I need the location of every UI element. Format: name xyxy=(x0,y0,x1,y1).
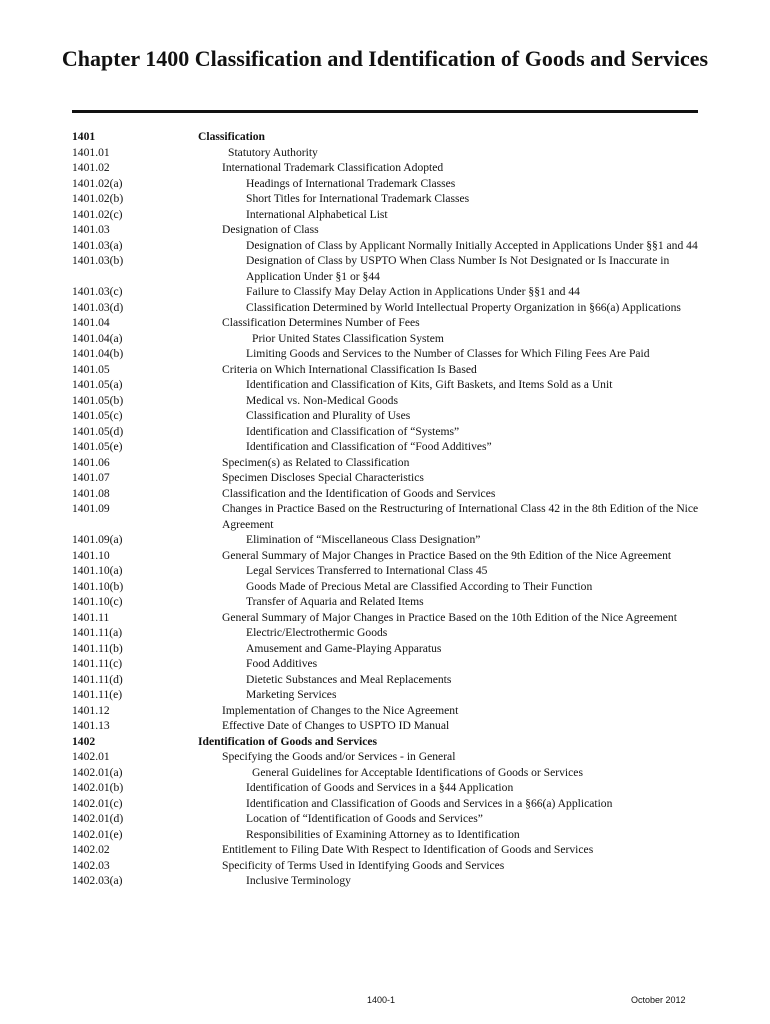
toc-row xyxy=(72,129,702,145)
section-title: Failure to Classify May Delay Action in Applications Under §§1 and 44 xyxy=(246,285,580,298)
section-number: 1401.11(c) xyxy=(72,657,123,670)
toc-row xyxy=(72,842,702,858)
section-title: Prior United States Classification System xyxy=(252,331,444,345)
toc-row xyxy=(72,796,702,812)
toc-row xyxy=(72,439,702,455)
section-number: 1401.03(a) xyxy=(72,238,123,252)
section-title: Elimination of “Miscellaneous Class Designation” xyxy=(246,533,481,546)
toc-row xyxy=(72,811,702,827)
toc-row xyxy=(72,455,702,471)
section-number: 1401.11 xyxy=(72,610,110,624)
toc-row xyxy=(72,315,702,331)
section-title: Designation of Class xyxy=(222,223,319,236)
section-title: Legal Services Transferred to International Class 45 xyxy=(246,564,488,577)
section-title: Classification and the Identification of Goods and Services xyxy=(222,486,496,500)
toc-row xyxy=(72,300,702,316)
section-title: Classification and Plurality of Uses xyxy=(246,409,411,422)
toc-row xyxy=(72,641,702,657)
section-number: 1402.02 xyxy=(72,843,110,856)
section-number: 1401.11(a) xyxy=(72,626,123,639)
section-number: 1401.07 xyxy=(72,471,110,484)
section-number: 1401.03(d) xyxy=(72,300,124,314)
section-title: Electric/Electrothermic Goods xyxy=(246,626,388,639)
section-title: Changes in Practice Based on the Restructuring of International Class 42 in the 8th Edition of the Nice Agreement xyxy=(222,502,699,531)
toc-row xyxy=(72,346,702,362)
section-number: 1401.01 xyxy=(72,145,110,159)
edition-date: October 2012 xyxy=(631,995,686,1005)
section-title: Designation of Class by USPTO When Class Number Is Not Designated or Is Inaccurate in Application Under §1 or §44 xyxy=(246,254,670,283)
toc-row xyxy=(72,424,702,440)
section-title: Identification and Classification of Kits, Gift Baskets, and Items Sold as a Unit xyxy=(246,378,613,391)
table-of-contents xyxy=(72,129,702,889)
section-number: 1402.01(b) xyxy=(72,781,124,794)
section-title: Specificity of Terms Used in Identifying Goods and Services xyxy=(222,858,505,872)
section-number: 1401.10 xyxy=(72,548,110,562)
section-number: 1402.01(c) xyxy=(72,796,123,810)
section-number: 1401 xyxy=(72,130,96,143)
section-number: 1402.01(d) xyxy=(72,812,124,825)
section-title: Dietetic Substances and Meal Replacements xyxy=(246,672,452,686)
toc-row xyxy=(72,827,702,843)
section-number: 1402 xyxy=(72,734,96,748)
section-number: 1401.10(c) xyxy=(72,595,123,608)
toc-row xyxy=(72,780,702,796)
toc-row xyxy=(72,238,702,254)
toc-row xyxy=(72,579,702,595)
toc-row xyxy=(72,532,702,548)
section-title: Specimen(s) as Related to Classification xyxy=(222,455,410,469)
toc-row xyxy=(72,765,702,781)
section-number: 1401.13 xyxy=(72,719,110,732)
section-title: Identification and Classification of “Systems” xyxy=(246,424,460,438)
toc-row xyxy=(72,858,702,874)
section-title: Food Additives xyxy=(246,657,318,670)
toc-row xyxy=(72,331,702,347)
toc-row xyxy=(72,873,702,889)
toc-row xyxy=(72,408,702,424)
toc-row xyxy=(72,625,702,641)
section-number: 1402.03 xyxy=(72,858,110,872)
section-number: 1401.04(b) xyxy=(72,347,124,360)
section-title: General Summary of Major Changes in Practice Based on the 9th Edition of the Nice Agreement xyxy=(222,548,672,562)
section-number: 1401.02 xyxy=(72,161,110,174)
section-title: Classification xyxy=(198,130,265,143)
section-number: 1401.05 xyxy=(72,362,110,376)
toc-row xyxy=(72,362,702,378)
section-number: 1401.05(c) xyxy=(72,409,123,422)
section-number: 1401.05(a) xyxy=(72,378,123,391)
section-title: Statutory Authority xyxy=(228,145,318,159)
section-title: Transfer of Aquaria and Related Items xyxy=(246,595,424,608)
section-title: Marketing Services xyxy=(246,688,337,701)
toc-row xyxy=(72,687,702,703)
section-number: 1401.06 xyxy=(72,455,110,469)
toc-row xyxy=(72,501,702,532)
section-number: 1401.03(b) xyxy=(72,254,124,267)
section-number: 1401.04 xyxy=(72,316,110,329)
section-title: Designation of Class by Applicant Normally Initially Accepted in Applications Under §§1 and 44 xyxy=(246,238,698,252)
section-number: 1401.02(a) xyxy=(72,176,123,190)
toc-row xyxy=(72,734,702,750)
toc-row xyxy=(72,563,702,579)
toc-row xyxy=(72,253,702,284)
section-title: Headings of International Trademark Classes xyxy=(246,176,456,190)
section-number: 1401.11(e) xyxy=(72,688,123,701)
section-title: Identification of Goods and Services xyxy=(198,734,378,748)
section-title: Specimen Discloses Special Characteristics xyxy=(222,471,424,484)
section-title: Inclusive Terminology xyxy=(246,874,351,887)
section-title: International Trademark Classification Adopted xyxy=(222,161,444,174)
section-title: Medical vs. Non-Medical Goods xyxy=(246,393,398,407)
section-title: Entitlement to Filing Date With Respect to Identification of Goods and Services xyxy=(222,843,594,856)
section-number: 1401.02(b) xyxy=(72,192,124,205)
section-number: 1402.01 xyxy=(72,750,110,763)
section-number: 1401.05(b) xyxy=(72,393,124,407)
title-divider xyxy=(72,110,698,113)
section-title: General Summary of Major Changes in Practice Based on the 10th Edition of the Nice Agreement xyxy=(222,610,677,624)
section-number: 1401.05(e) xyxy=(72,440,123,453)
section-number: 1401.12 xyxy=(72,703,110,717)
toc-row xyxy=(72,656,702,672)
section-title: Classification Determines Number of Fees xyxy=(222,316,420,329)
section-title: Identification of Goods and Services in a §44 Application xyxy=(246,781,514,794)
toc-row xyxy=(72,145,702,161)
toc-row xyxy=(72,222,702,238)
section-number: 1401.02(c) xyxy=(72,207,123,221)
section-title: Limiting Goods and Services to the Number of Classes for Which Filing Fees Are Paid xyxy=(246,347,650,360)
section-number: 1401.08 xyxy=(72,486,110,500)
toc-row xyxy=(72,703,702,719)
section-title: Short Titles for International Trademark Classes xyxy=(246,192,470,205)
section-title: Goods Made of Precious Metal are Classified According to Their Function xyxy=(246,579,593,593)
section-number: 1401.05(d) xyxy=(72,424,124,438)
toc-row xyxy=(72,191,702,207)
section-title: Amusement and Game-Playing Apparatus xyxy=(246,641,442,655)
section-number: 1401.10(a) xyxy=(72,564,123,577)
section-title: Implementation of Changes to the Nice Agreement xyxy=(222,703,459,717)
section-title: Identification and Classification of Goods and Services in a §66(a) Application xyxy=(246,796,613,810)
toc-row xyxy=(72,470,702,486)
section-title: Location of “Identification of Goods and Services” xyxy=(246,812,483,825)
section-title: Criteria on Which International Classification Is Based xyxy=(222,362,477,376)
section-number: 1402.01(e) xyxy=(72,827,123,841)
toc-row xyxy=(72,749,702,765)
toc-row xyxy=(72,672,702,688)
section-title: General Guidelines for Acceptable Identifications of Goods or Services xyxy=(252,765,583,779)
page-title: Chapter 1400 Classification and Identification of Goods and Services xyxy=(61,46,709,71)
toc-row xyxy=(72,176,702,192)
section-title: Specifying the Goods and/or Services - in General xyxy=(222,750,456,763)
toc-row xyxy=(72,160,702,176)
toc-row xyxy=(72,284,702,300)
section-number: 1401.04(a) xyxy=(72,331,123,345)
toc-row xyxy=(72,207,702,223)
section-number: 1402.01(a) xyxy=(72,765,123,779)
toc-row xyxy=(72,548,702,564)
toc-row xyxy=(72,393,702,409)
section-title: Classification Determined by World Intellectual Property Organization in §66(a) Applications xyxy=(246,300,681,314)
section-number: 1401.11(b) xyxy=(72,641,123,655)
section-title: Effective Date of Changes to USPTO ID Manual xyxy=(222,719,450,732)
section-title: International Alphabetical List xyxy=(246,207,388,221)
toc-row xyxy=(72,610,702,626)
section-title: Responsibilities of Examining Attorney as to Identification xyxy=(246,827,520,841)
section-number: 1401.03 xyxy=(72,223,110,236)
section-number: 1401.11(d) xyxy=(72,672,123,686)
section-number: 1401.03(c) xyxy=(72,285,123,298)
toc-row xyxy=(72,377,702,393)
toc-row xyxy=(72,594,702,610)
section-number: 1401.09(a) xyxy=(72,533,123,546)
section-number: 1401.10(b) xyxy=(72,579,124,593)
toc-row xyxy=(72,718,702,734)
section-title: Identification and Classification of “Food Additives” xyxy=(246,440,492,453)
toc-row xyxy=(72,486,702,502)
page-number: 1400-1 xyxy=(367,995,396,1005)
section-number: 1402.03(a) xyxy=(72,874,123,887)
section-number: 1401.09 xyxy=(72,502,110,515)
